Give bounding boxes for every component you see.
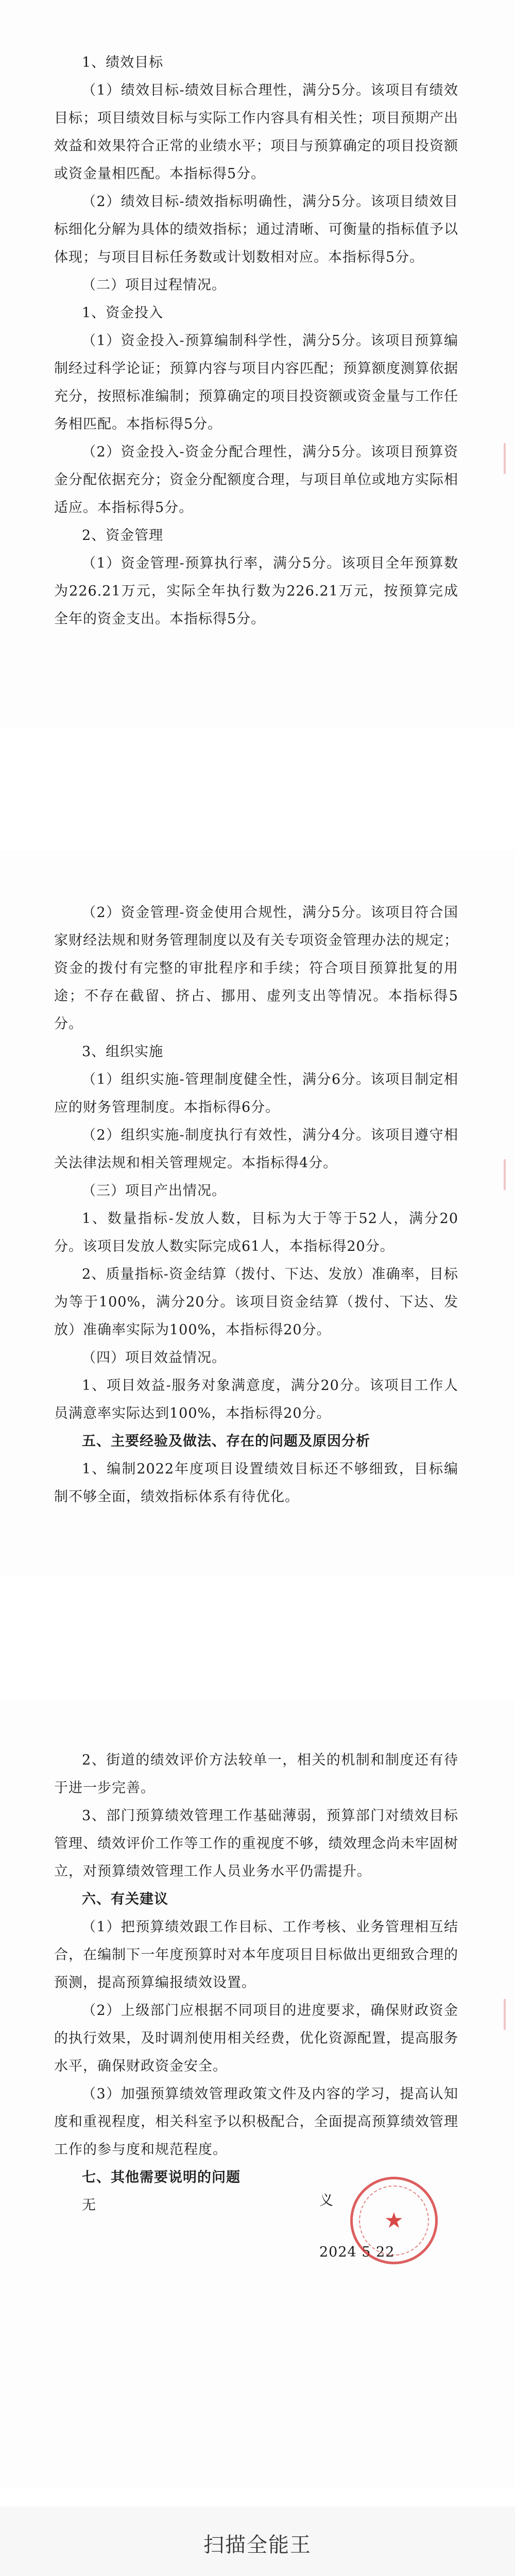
paragraph: 2、街道的绩效评价方法较单一，相关的机制和制度还有待于进一步完善。 <box>54 1752 458 1796</box>
paragraph: 3、组织实施 <box>82 1044 164 1060</box>
paragraph: （二）项目过程情况。 <box>82 277 226 293</box>
paragraph: （2）绩效目标-绩效指标明确性，满分5分。该项目绩效目标细化分解为具体的绩效指标；通过清晰、可衡量的指标值予以体现；与项目目标任务数或计划数相对应。本指标得5分。 <box>54 194 458 265</box>
paragraph: 2、质量指标-资金结算（拨付、下达、发放）准确率，目标为等于100%，满分20分。该项目资金结算（拨付、下达、发放）准确率实际为100%，本指标得20分。 <box>54 1266 458 1338</box>
signature-date: 2024 5 22 <box>319 2244 395 2260</box>
page-3-body <box>54 1747 458 2219</box>
paragraph: （2）上级部门应根据不同项目的进度要求，确保财政资金的执行效果，及时调剂使用相关经费，优化资源配置，提高服务水平，确保财政资金安全。 <box>54 2003 458 2074</box>
paragraph: 1、项目效益-服务对象满意度，满分20分。该项目工作人员满意率实际达到100%，本指标得20分。 <box>54 1378 458 1421</box>
document-page-1 <box>0 0 515 729</box>
page-gap <box>0 729 515 850</box>
paragraph: （1）绩效目标-绩效目标合理性，满分5分。该项目有绩效目标；项目绩效目标与实际工作内容具有相关性；项目预期产出效益和效果符合正常的业绩水平；项目与预算确定的项目投资额或资金量相匹配。本指标得5分。 <box>54 82 458 182</box>
seal-star-icon: ★ <box>384 2208 404 2233</box>
page-gap <box>0 1577 515 1700</box>
paragraph: （三）项目产出情况。 <box>82 1183 226 1199</box>
section-heading: 七、其他需要说明的问题 <box>82 2170 241 2185</box>
paragraph: 无 <box>82 2197 96 2213</box>
scanner-app-name: 扫描全能王 <box>203 2533 312 2557</box>
paragraph: 3、部门预算绩效管理工作基础薄弱，预算部门对绩效目标管理、绩效评价工作等工作的重视度不够，绩效理念尚未牢固树立，对预算绩效管理工作人员业务水平仍需提升。 <box>54 1808 458 1879</box>
paragraph: （2）资金管理-资金使用合规性，满分5分。该项目符合国家财经法规和财务管理制度以及有关专项资金管理办法的规定；资金的拨付有完整的审批程序和手续；符合项目预算批复的用途；不存在截留、挤占、挪用、虚列支出等情况。本指标得5分。 <box>54 905 458 1032</box>
scanner-app-footer <box>0 2506 515 2576</box>
paragraph: 1、资金投入 <box>82 305 164 321</box>
document-page-2 <box>0 850 515 1577</box>
scan-edge-mark <box>504 1159 506 1190</box>
signature-org: 义 <box>319 2193 334 2209</box>
section-heading: 六、有关建议 <box>82 1891 168 1907</box>
paragraph: 1、数量指标-发放人数，目标为大于等于52人，满分20分。该项目发放人数实际完成61人，本指标得20分。 <box>54 1211 458 1255</box>
paragraph: （2）资金投入-资金分配合理性，满分5分。该项目预算资金分配依据充分；资金分配额度合理，与项目单位或地方实际相适应。本指标得5分。 <box>54 444 458 516</box>
paragraph: （四）项目效益情况。 <box>82 1350 226 1366</box>
paragraph: （1）资金投入-预算编制科学性，满分5分。该项目预算编制经过科学论证；预算内容与项目内容匹配；预算额度测算依据充分，按照标准编制；预算确定的项目投资额或资金量与工作任务相匹配。本指标得5分。 <box>54 333 458 432</box>
paragraph: 1、绩效目标 <box>82 55 164 71</box>
paragraph: （1）资金管理-预算执行率，满分5分。该项目全年预算数为226.21万元，实际全年执行数为226.21万元，按预算完成全年的资金支出。本指标得5分。 <box>54 555 458 627</box>
section-heading: 五、主要经验及做法、存在的问题及原因分析 <box>82 1433 370 1449</box>
paragraph: （2）组织实施-制度执行有效性，满分4分。该项目遵守相关法律法规和相关管理规定。本指标得4分。 <box>54 1127 458 1171</box>
scan-edge-mark <box>504 1999 506 2030</box>
paragraph: 1、编制2022年度项目设置绩效目标还不够细致，目标编制不够全面，绩效指标体系有待优化。 <box>54 1461 458 1505</box>
paragraph: （1）组织实施-管理制度健全性，满分6分。该项目制定相应的财务管理制度。本指标得6分。 <box>54 1072 458 1115</box>
page-1-body <box>54 49 458 633</box>
page-2-body <box>54 899 458 1511</box>
document-page-3 <box>0 1700 515 2488</box>
paragraph: （1）把预算绩效跟工作目标、工作考核、业务管理相互结合，在编制下一年度预算时对本年度项目目标做出更细致合理的预测，提高预算编报绩效设置。 <box>54 1919 458 1991</box>
official-seal-stamp <box>350 2177 438 2264</box>
scan-edge-mark <box>504 443 506 474</box>
paragraph: 2、资金管理 <box>82 528 164 544</box>
paragraph: （3）加强预算绩效管理政策文件及内容的学习，提高认知度和重视程度，相关科室予以积极配合，全面提高预算绩效管理工作的参与度和规范程度。 <box>54 2086 458 2158</box>
